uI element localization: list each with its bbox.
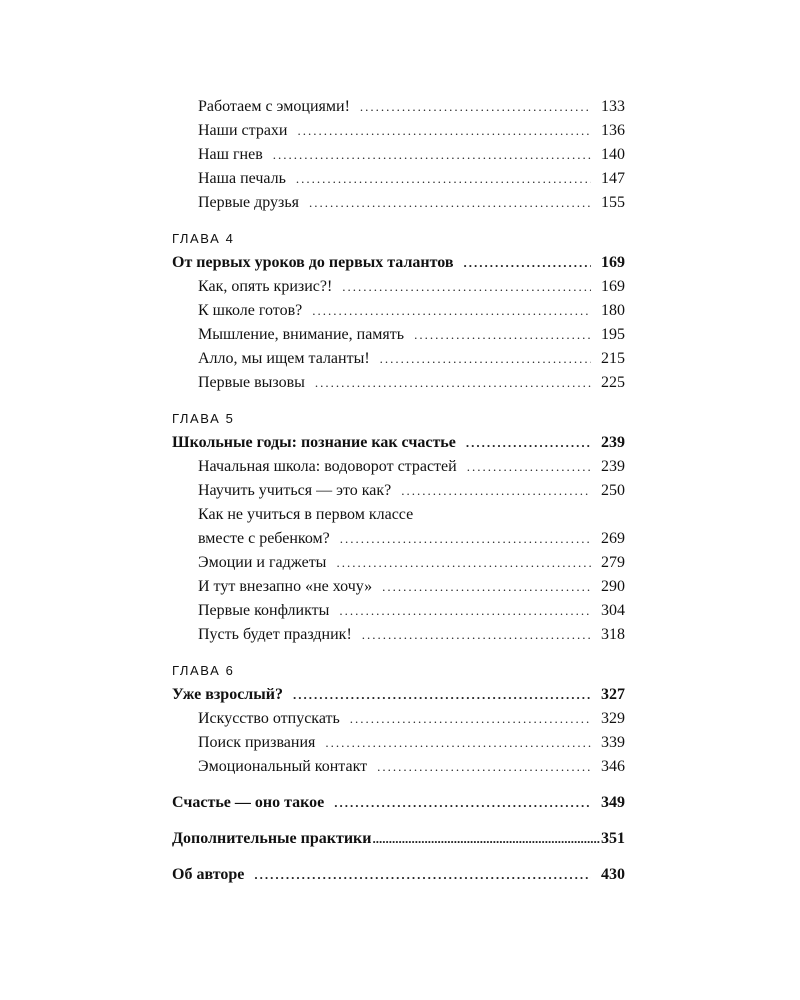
closing-entry-label: Дополнительные практики xyxy=(172,830,372,847)
dot-leader xyxy=(414,323,591,347)
toc-entry xyxy=(172,479,625,503)
section-spacer xyxy=(172,851,625,863)
toc-entry-page: 215 xyxy=(601,350,625,367)
toc-entry-page: 195 xyxy=(601,326,625,343)
dot-leader xyxy=(467,455,591,479)
toc-entry-label: Эмоции и гаджеты xyxy=(198,554,327,571)
chapter-heading: ГЛАВА 5 xyxy=(172,411,235,426)
toc-entry xyxy=(172,623,625,647)
toc-entry xyxy=(172,551,625,575)
dot-leader xyxy=(466,431,591,455)
toc-entry-label: вместе с ребенком? xyxy=(198,530,330,547)
toc-entry-label: Поиск призвания xyxy=(198,734,316,751)
toc-entry-page: 136 xyxy=(601,122,625,139)
dot-leader xyxy=(340,527,591,551)
toc-entry-label: Работаем с эмоциями! xyxy=(198,98,350,115)
dot-leader xyxy=(296,167,591,191)
toc-entry xyxy=(172,707,625,731)
toc-entry-page: 147 xyxy=(601,170,625,187)
chapter-title-entry xyxy=(172,251,625,275)
closing-entry xyxy=(172,827,625,851)
toc-entry-label: Наши страхи xyxy=(198,122,288,139)
toc-entry-label: И тут внезапно «не хочу» xyxy=(198,578,373,595)
closing-entry-page: 351 xyxy=(601,830,625,847)
toc-entry-page: 250 xyxy=(601,482,625,499)
dot-leader xyxy=(309,191,591,215)
toc-entry xyxy=(172,347,625,371)
toc-entry-page: 133 xyxy=(601,98,625,115)
dot-leader xyxy=(360,95,591,119)
toc-entry-page: 239 xyxy=(601,458,625,475)
section-spacer xyxy=(172,815,625,827)
closing-entry-page: 349 xyxy=(601,794,625,811)
toc-entry xyxy=(172,599,625,623)
toc-entry-label: Пусть будет праздник! xyxy=(198,626,352,643)
toc-entry-label: Эмоциональный контакт xyxy=(198,758,368,775)
toc-entry-page: 290 xyxy=(601,578,625,595)
toc-entry xyxy=(172,755,625,779)
closing-entry-page: 430 xyxy=(601,866,625,883)
dot-leader xyxy=(293,683,591,707)
dot-leader xyxy=(350,707,591,731)
toc-entry-page: 180 xyxy=(601,302,625,319)
closing-entry xyxy=(172,863,625,887)
dot-leader xyxy=(362,623,591,647)
toc-entry-page: 318 xyxy=(601,626,625,643)
toc-entry xyxy=(172,191,625,215)
toc-entry xyxy=(172,143,625,167)
toc-entry-first-line xyxy=(172,503,625,527)
dot-leader xyxy=(325,731,591,755)
toc-entry xyxy=(172,323,625,347)
chapter-page: 327 xyxy=(601,686,625,703)
dot-leader xyxy=(334,791,591,815)
toc-entry xyxy=(172,299,625,323)
chapter-heading: ГЛАВА 6 xyxy=(172,663,235,678)
dot-leader xyxy=(315,371,591,395)
chapter-page: 239 xyxy=(601,434,625,451)
toc-entry-label: Начальная школа: водоворот страстей xyxy=(198,458,457,475)
toc-entry-page: 155 xyxy=(601,194,625,211)
chapter-title-entry xyxy=(172,683,625,707)
toc-entry-page: 304 xyxy=(601,602,625,619)
toc-entry-page: 339 xyxy=(601,734,625,751)
toc-entry-label: Первые друзья xyxy=(198,194,299,211)
toc-entry xyxy=(172,119,625,143)
toc-entry xyxy=(172,371,625,395)
toc-entry-label: Мышление, внимание, память xyxy=(198,326,405,343)
toc-entry-label: Как, опять кризис?! xyxy=(198,278,333,295)
chapter-title-entry xyxy=(172,431,625,455)
dot-leader xyxy=(401,479,591,503)
dot-leader xyxy=(382,575,591,599)
closing-entry-label: Счастье — оно такое xyxy=(172,794,325,811)
toc-entry-page: 269 xyxy=(601,530,625,547)
toc-entry xyxy=(172,275,625,299)
dot-leader xyxy=(254,863,591,887)
toc-entry-label: Научить учиться — это как? xyxy=(198,482,392,499)
toc-entry xyxy=(172,575,625,599)
toc-entry-page: 225 xyxy=(601,374,625,391)
toc-entry-page: 169 xyxy=(601,278,625,295)
toc-entry-label: К школе готов? xyxy=(198,302,303,319)
dot-leader xyxy=(464,251,591,275)
toc-entry-page: 140 xyxy=(601,146,625,163)
chapter-heading: ГЛАВА 4 xyxy=(172,231,235,246)
dot-leader xyxy=(342,275,591,299)
chapter-page: 169 xyxy=(601,254,625,271)
dot-leader xyxy=(298,119,592,143)
toc-entry xyxy=(172,527,625,551)
table-of-contents xyxy=(172,95,625,887)
toc-entry-label: Искусство отпускать xyxy=(198,710,340,727)
toc-entry-label: Первые конфликты xyxy=(198,602,330,619)
dot-leader xyxy=(377,755,591,779)
toc-entry-page: 279 xyxy=(601,554,625,571)
dot-leader xyxy=(373,827,601,851)
chapter-title: Школьные годы: познание как счастье xyxy=(172,434,456,451)
dot-leader xyxy=(273,143,591,167)
toc-entry-page: 346 xyxy=(601,758,625,775)
toc-entry xyxy=(172,95,625,119)
toc-entry xyxy=(172,731,625,755)
dot-leader xyxy=(339,599,591,623)
closing-entry-label: Об авторе xyxy=(172,866,245,883)
toc-entry xyxy=(172,167,625,191)
toc-entry-label: Наш гнев xyxy=(198,146,263,163)
toc-entry-label: Первые вызовы xyxy=(198,374,305,391)
chapter-title: Уже взрослый? xyxy=(172,686,283,703)
closing-entry xyxy=(172,791,625,815)
dot-leader xyxy=(312,299,591,323)
dot-leader xyxy=(380,347,591,371)
section-spacer xyxy=(172,779,625,791)
toc-entry-label: Алло, мы ищем таланты! xyxy=(198,350,370,367)
dot-leader xyxy=(336,551,591,575)
toc-entry-page: 329 xyxy=(601,710,625,727)
toc-entry xyxy=(172,455,625,479)
chapter-title: От первых уроков до первых талантов xyxy=(172,254,454,271)
toc-entry-label: Наша печаль xyxy=(198,170,286,187)
toc-entry-label-line1: Как не учиться в первом классе xyxy=(198,506,414,523)
